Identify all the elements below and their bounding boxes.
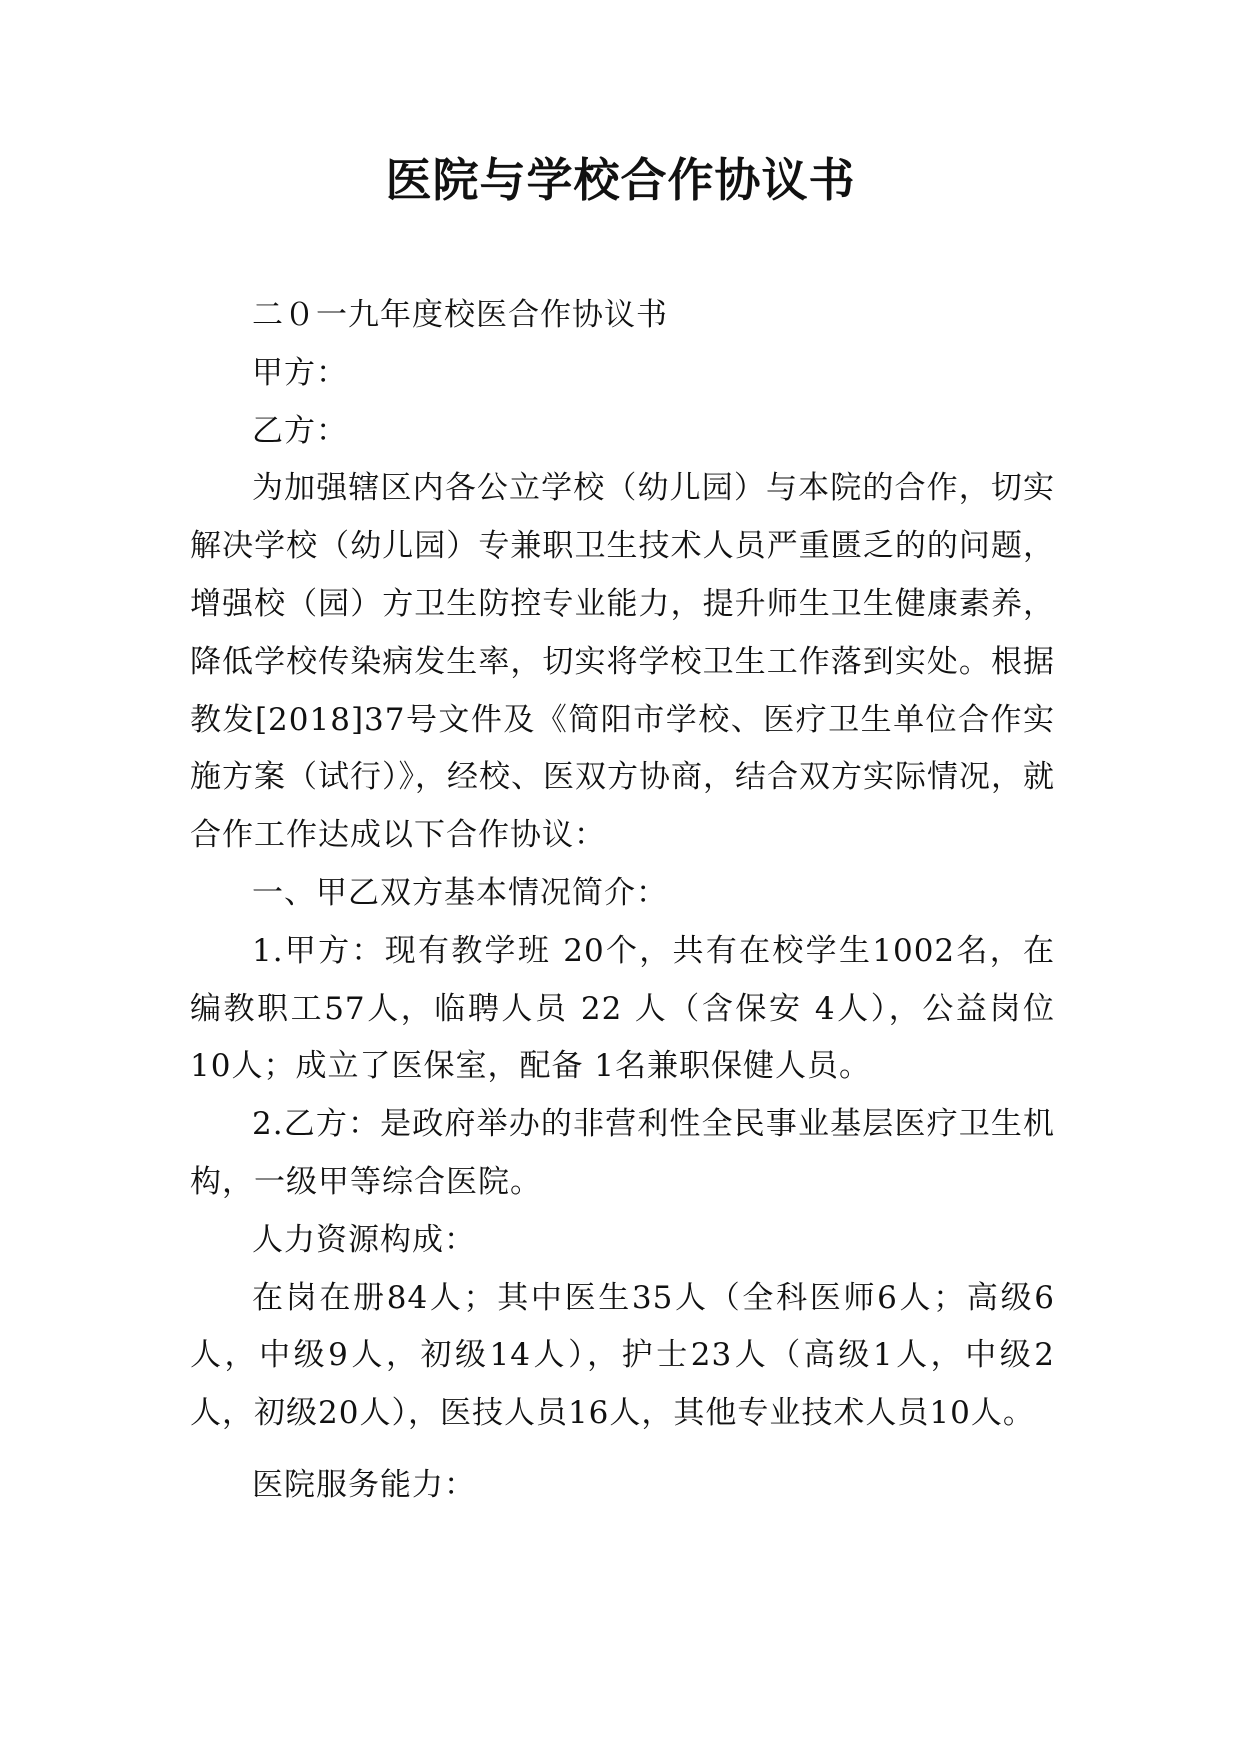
subtitle-paragraph: 二０一九年度校医合作协议书 xyxy=(252,297,668,333)
hr-detail-paragraph: 在岗在册84人；其中医生35人（全科医师6人；高级6人，中级9人，初级14人），护士23人（高级1人，中级2人，初级20人），医技人员16人，其他专业技术人员10人。 xyxy=(190,1279,1055,1432)
document-title: 医院与学校合作协议书 xyxy=(385,153,856,207)
party-b-info-paragraph: 2.乙方：是政府举办的非营利性全民事业基层医疗卫生机构，一级甲等综合医院。 xyxy=(190,1106,1055,1200)
party-a-info-paragraph: 1.甲方：现有教学班 20个，共有在校学生1002名，在编教职工57人，临聘人员 22 人（含保安 4人），公益岗位10人；成立了医保室，配备 1名兼职保健人员。 xyxy=(190,932,1055,1085)
intro-paragraph: 为加强辖区内各公立学校（幼儿园）与本院的合作，切实解决学校（幼儿园）专兼职卫生技术人员严重匮乏的的问题，增强校（园）方卫生防控专业能力，提升师生卫生健康素养，降低学校传染病发生率，切实将学校卫生工作落到实处。根据教发[2018]37号文件及《简阳市学校、医疗卫生单位合作实施方案（试行）》，经校、医双方协商，结合双方实际情况，就合作工作达成以下合作协议： xyxy=(190,470,1055,854)
party-a-label: 甲方： xyxy=(252,354,348,391)
document-body xyxy=(190,287,1055,1515)
service-capability-heading: 医院服务能力： xyxy=(252,1466,476,1503)
hr-heading: 人力资源构成： xyxy=(252,1221,476,1258)
party-b-label: 乙方： xyxy=(252,412,348,449)
section-heading-basic-info: 一、甲乙双方基本情况简介： xyxy=(252,874,668,911)
